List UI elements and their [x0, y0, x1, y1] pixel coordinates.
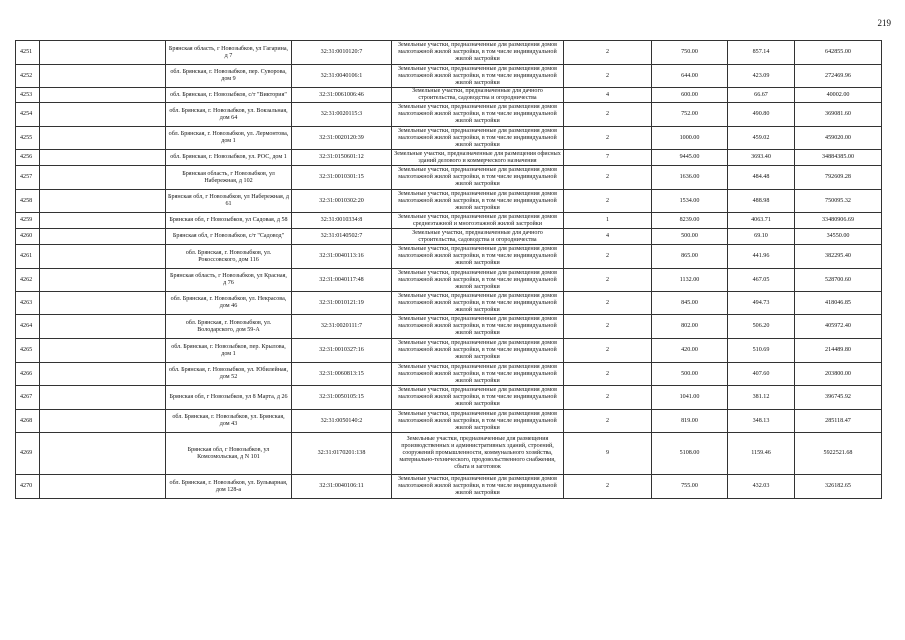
address-cell: обл. Брянская, г. Новозыбков, ул. Володарского, дом 59-А	[166, 315, 292, 339]
address-cell: обл. Брянская, г. Новозыбков, ул. РОС, дом 1	[166, 150, 292, 166]
table-row	[16, 229, 882, 245]
address-cell: обл. Брянская, г. Новозыбков, пер. Крылова, дом 1	[166, 339, 292, 363]
empty-cell	[40, 41, 166, 65]
cadastral-number-cell: 32:31:0040117:48	[292, 269, 392, 292]
cadastral-number-cell: 32:31:0020120:39	[292, 127, 392, 150]
empty-cell	[40, 315, 166, 339]
row-number: 4269	[16, 433, 40, 475]
table-row	[16, 166, 882, 190]
area-cell: 1000.00	[652, 127, 728, 150]
group-cell: 2	[564, 292, 652, 315]
land-purpose-cell: Земельные участки, предназначенные для размещения офисных зданий делового и коммерческого назначения	[392, 150, 564, 166]
table-row	[16, 315, 882, 339]
address-cell: Брянская обл, г Новозыбков, ул Комсомольская, д N 101	[166, 433, 292, 475]
area-cell: 1636.00	[652, 166, 728, 190]
land-purpose-cell: Земельные участки, предназначенные для размещения домов малоэтажной жилой застройки, в том числе индивидуальной жилой застройки	[392, 292, 564, 315]
table-row	[16, 363, 882, 386]
row-number: 4267	[16, 386, 40, 410]
cadastral-number-cell: 32:31:0040106:1	[292, 65, 392, 88]
land-purpose-cell: Земельные участки, предназначенные для размещения домов малоэтажной жилой застройки, в том числе индивидуальной жилой застройки	[392, 386, 564, 410]
land-purpose-cell: Земельные участки, предназначенные для размещения домов малоэтажной жилой застройки, в том числе индивидуальной жилой застройки	[392, 190, 564, 213]
group-cell: 2	[564, 269, 652, 292]
row-number: 4261	[16, 245, 40, 269]
area-cell: 500.00	[652, 229, 728, 245]
specific-value-cell: 506.20	[728, 315, 795, 339]
empty-cell	[40, 339, 166, 363]
cadastral-number-cell: 32:31:0140502:7	[292, 229, 392, 245]
area-cell: 420.00	[652, 339, 728, 363]
row-number: 4252	[16, 65, 40, 88]
land-purpose-cell: Земельные участки, предназначенные для размещения домов малоэтажной жилой застройки, в том числе индивидуальной жилой застройки	[392, 65, 564, 88]
cadastral-number-cell: 32:31:0010327:16	[292, 339, 392, 363]
row-number: 4258	[16, 190, 40, 213]
empty-cell	[40, 229, 166, 245]
cadastral-value-cell: 405972.40	[795, 315, 882, 339]
land-purpose-cell: Земельные участки, предназначенные для размещения домов малоэтажной жилой застройки, в том числе индивидуальной жилой застройки	[392, 339, 564, 363]
row-number: 4265	[16, 339, 40, 363]
cadastral-number-cell: 32:31:0170201:138	[292, 433, 392, 475]
specific-value-cell: 467.05	[728, 269, 795, 292]
area-cell: 5108.00	[652, 433, 728, 475]
row-number: 4253	[16, 88, 40, 103]
address-cell: обл. Брянская, г. Новозыбков, ул. Юбилейная, дом 52	[166, 363, 292, 386]
group-cell: 2	[564, 190, 652, 213]
empty-cell	[40, 213, 166, 229]
table-row	[16, 213, 882, 229]
empty-cell	[40, 386, 166, 410]
specific-value-cell: 69.10	[728, 229, 795, 245]
land-purpose-cell: Земельные участки, предназначенные для размещения домов малоэтажной жилой застройки, в том числе индивидуальной жилой застройки	[392, 41, 564, 65]
cadastral-value-cell: 792609.28	[795, 166, 882, 190]
empty-cell	[40, 269, 166, 292]
cadastral-number-cell: 32:31:0010301:15	[292, 166, 392, 190]
address-cell: обл. Брянская, г. Новозыбков, ул. Лермонтова, дом 1	[166, 127, 292, 150]
table-row	[16, 103, 882, 127]
group-cell: 2	[564, 65, 652, 88]
specific-value-cell: 432.03	[728, 475, 795, 499]
area-cell: 1132.00	[652, 269, 728, 292]
specific-value-cell: 488.98	[728, 190, 795, 213]
empty-cell	[40, 433, 166, 475]
address-cell: обл. Брянская, г. Новозыбков, с/т "Виктория"	[166, 88, 292, 103]
empty-cell	[40, 65, 166, 88]
table-row	[16, 292, 882, 315]
table-row	[16, 433, 882, 475]
empty-cell	[40, 150, 166, 166]
land-purpose-cell: Земельные участки, предназначенные для размещения домов малоэтажной жилой застройки, в том числе индивидуальной жилой застройки	[392, 245, 564, 269]
address-cell: Брянская область, г Новозыбков, ул Набережная, д 102	[166, 166, 292, 190]
group-cell: 7	[564, 150, 652, 166]
table-row	[16, 190, 882, 213]
row-number: 4264	[16, 315, 40, 339]
group-cell: 2	[564, 103, 652, 127]
empty-cell	[40, 245, 166, 269]
specific-value-cell: 459.02	[728, 127, 795, 150]
specific-value-cell: 1159.46	[728, 433, 795, 475]
area-cell: 755.00	[652, 475, 728, 499]
row-number: 4251	[16, 41, 40, 65]
specific-value-cell: 4063.71	[728, 213, 795, 229]
address-cell: Брянская обл, г Новозыбков, ул Садовая, д 58	[166, 213, 292, 229]
cadastral-number-cell: 32:31:0020111:7	[292, 315, 392, 339]
cadastral-number-cell: 32:31:0010120:7	[292, 41, 392, 65]
specific-value-cell: 3693.40	[728, 150, 795, 166]
land-purpose-cell: Земельные участки, предназначенные для размещения домов малоэтажной жилой застройки, в том числе индивидуальной жилой застройки	[392, 127, 564, 150]
address-cell: обл. Брянская, г. Новозыбков, ул. Некрасова, дом 46	[166, 292, 292, 315]
empty-cell	[40, 127, 166, 150]
table-row	[16, 386, 882, 410]
cadastral-value-cell: 369081.60	[795, 103, 882, 127]
cadastral-value-cell: 382295.40	[795, 245, 882, 269]
specific-value-cell: 66.67	[728, 88, 795, 103]
land-purpose-cell: Земельные участки, предназначенные для размещения домов малоэтажной жилой застройки, в том числе индивидуальной жилой застройки	[392, 363, 564, 386]
cadastral-number-cell: 32:31:0150601:12	[292, 150, 392, 166]
page-number: 219	[877, 18, 891, 28]
cadastral-number-cell: 32:31:0050105:15	[292, 386, 392, 410]
group-cell: 2	[564, 315, 652, 339]
row-number: 4254	[16, 103, 40, 127]
area-cell: 752.00	[652, 103, 728, 127]
specific-value-cell: 494.73	[728, 292, 795, 315]
table-row	[16, 150, 882, 166]
cadastral-value-cell: 326182.65	[795, 475, 882, 499]
specific-value-cell: 348.13	[728, 410, 795, 433]
land-purpose-cell: Земельные участки, предназначенные для размещения домов малоэтажной жилой застройки, в том числе индивидуальной жилой застройки	[392, 315, 564, 339]
group-cell: 2	[564, 410, 652, 433]
table-row	[16, 475, 882, 499]
cadastral-value-table	[15, 40, 882, 499]
area-cell: 819.00	[652, 410, 728, 433]
land-purpose-cell: Земельные участки, предназначенные для размещения домов среднеэтажной и многоэтажной жилой застройки	[392, 213, 564, 229]
cadastral-value-cell: 396745.92	[795, 386, 882, 410]
address-cell: обл. Брянская, г. Новозыбков, ул. Вокзальная, дом 64	[166, 103, 292, 127]
table-body	[16, 41, 882, 499]
cadastral-value-cell: 34550.00	[795, 229, 882, 245]
table-row	[16, 245, 882, 269]
area-cell: 1534.00	[652, 190, 728, 213]
empty-cell	[40, 292, 166, 315]
specific-value-cell: 441.96	[728, 245, 795, 269]
area-cell: 802.00	[652, 315, 728, 339]
area-cell: 865.00	[652, 245, 728, 269]
group-cell: 2	[564, 339, 652, 363]
cadastral-number-cell: 32:31:0010302:20	[292, 190, 392, 213]
specific-value-cell: 381.12	[728, 386, 795, 410]
row-number: 4256	[16, 150, 40, 166]
specific-value-cell: 484.48	[728, 166, 795, 190]
empty-cell	[40, 475, 166, 499]
group-cell: 2	[564, 363, 652, 386]
group-cell: 2	[564, 166, 652, 190]
table-row	[16, 65, 882, 88]
cadastral-value-cell: 34884385.00	[795, 150, 882, 166]
group-cell: 4	[564, 88, 652, 103]
table-row	[16, 127, 882, 150]
address-cell: обл. Брянская, г. Новозыбков, ул. Брянская, дом 43	[166, 410, 292, 433]
cadastral-value-cell: 40002.00	[795, 88, 882, 103]
group-cell: 2	[564, 127, 652, 150]
table-row	[16, 339, 882, 363]
group-cell: 2	[564, 386, 652, 410]
row-number: 4259	[16, 213, 40, 229]
area-cell: 845.00	[652, 292, 728, 315]
row-number: 4262	[16, 269, 40, 292]
table-row	[16, 88, 882, 103]
cadastral-number-cell: 32:31:0040106:11	[292, 475, 392, 499]
address-cell: обл. Брянская, г. Новозыбков, пер. Суворова, дом 9	[166, 65, 292, 88]
cadastral-value-cell: 214489.80	[795, 339, 882, 363]
cadastral-value-cell: 418046.85	[795, 292, 882, 315]
group-cell: 4	[564, 229, 652, 245]
address-cell: Брянская обл, г Новозыбков, ул 8 Марта, д 26	[166, 386, 292, 410]
specific-value-cell: 857.14	[728, 41, 795, 65]
specific-value-cell: 407.60	[728, 363, 795, 386]
address-cell: Брянская область, г Новозыбков, ул Красная, д 76	[166, 269, 292, 292]
cadastral-number-cell: 32:31:0010334:8	[292, 213, 392, 229]
cadastral-value-cell: 642855.00	[795, 41, 882, 65]
area-cell: 500.00	[652, 363, 728, 386]
area-cell: 9445.00	[652, 150, 728, 166]
row-number: 4268	[16, 410, 40, 433]
area-cell: 600.00	[652, 88, 728, 103]
empty-cell	[40, 190, 166, 213]
area-cell: 644.00	[652, 65, 728, 88]
area-cell: 1041.00	[652, 386, 728, 410]
cadastral-number-cell: 32:31:0061006:46	[292, 88, 392, 103]
cadastral-value-cell: 750095.32	[795, 190, 882, 213]
land-purpose-cell: Земельные участки, предназначенные для размещения домов малоэтажной жилой застройки, в том числе индивидуальной жилой застройки	[392, 269, 564, 292]
area-cell: 750.00	[652, 41, 728, 65]
address-cell: Брянская обл, г Новозыбков, ул Набережная, д 61	[166, 190, 292, 213]
empty-cell	[40, 103, 166, 127]
land-purpose-cell: Земельные участки, предназначенные для размещения домов малоэтажной жилой застройки, в том числе индивидуальной жилой застройки	[392, 410, 564, 433]
cadastral-number-cell: 32:31:0050140:2	[292, 410, 392, 433]
empty-cell	[40, 88, 166, 103]
cadastral-value-cell: 272469.96	[795, 65, 882, 88]
land-purpose-cell: Земельные участки, предназначенные для размещения домов малоэтажной жилой застройки, в том числе индивидуальной жилой застройки	[392, 166, 564, 190]
cadastral-value-cell: 528700.60	[795, 269, 882, 292]
address-cell: Брянская область, г Новозыбков, ул Гагарина, д 7	[166, 41, 292, 65]
address-cell: обл. Брянская, г. Новозыбков, ул. Рокоссовского, дом 116	[166, 245, 292, 269]
land-purpose-cell: Земельные участки, предназначенные для размещения домов малоэтажной жилой застройки, в том числе индивидуальной жилой застройки	[392, 475, 564, 499]
specific-value-cell: 423.09	[728, 65, 795, 88]
land-purpose-cell: Земельные участки, предназначенные для размещения производственных и административных зданий, строений, сооружений промышленности, коммунального хозяйства, материально-технического, продовольственного снабжения, сбыта и заготовок	[392, 433, 564, 475]
group-cell: 1	[564, 213, 652, 229]
row-number: 4257	[16, 166, 40, 190]
land-purpose-cell: Земельные участки, предназначенные для дачного строительства, садоводства и огородничества	[392, 88, 564, 103]
empty-cell	[40, 410, 166, 433]
table-row	[16, 269, 882, 292]
group-cell: 9	[564, 433, 652, 475]
empty-cell	[40, 166, 166, 190]
cadastral-value-cell: 285118.47	[795, 410, 882, 433]
cadastral-value-cell: 33480906.69	[795, 213, 882, 229]
cadastral-value-cell: 5922521.68	[795, 433, 882, 475]
group-cell: 2	[564, 475, 652, 499]
table-row	[16, 41, 882, 65]
cadastral-value-cell: 459020.00	[795, 127, 882, 150]
row-number: 4255	[16, 127, 40, 150]
row-number: 4263	[16, 292, 40, 315]
cadastral-number-cell: 32:31:0040113:16	[292, 245, 392, 269]
row-number: 4260	[16, 229, 40, 245]
address-cell: обл. Брянская, г. Новозыбков, ул. Бульварная, дом 128-а	[166, 475, 292, 499]
group-cell: 2	[564, 245, 652, 269]
address-cell: Брянская обл, г Новозыбков, с/т "Садовод"	[166, 229, 292, 245]
row-number: 4266	[16, 363, 40, 386]
table-row	[16, 410, 882, 433]
group-cell: 2	[564, 41, 652, 65]
empty-cell	[40, 363, 166, 386]
area-cell: 8239.00	[652, 213, 728, 229]
cadastral-value-cell: 203800.00	[795, 363, 882, 386]
specific-value-cell: 510.69	[728, 339, 795, 363]
row-number: 4270	[16, 475, 40, 499]
cadastral-number-cell: 32:31:0010121:19	[292, 292, 392, 315]
cadastral-number-cell: 32:31:0060813:15	[292, 363, 392, 386]
land-purpose-cell: Земельные участки, предназначенные для размещения домов малоэтажной жилой застройки, в том числе индивидуальной жилой застройки	[392, 103, 564, 127]
land-purpose-cell: Земельные участки, предназначенные для дачного строительства, садоводства и огородничества	[392, 229, 564, 245]
specific-value-cell: 490.80	[728, 103, 795, 127]
cadastral-number-cell: 32:31:0020115:3	[292, 103, 392, 127]
